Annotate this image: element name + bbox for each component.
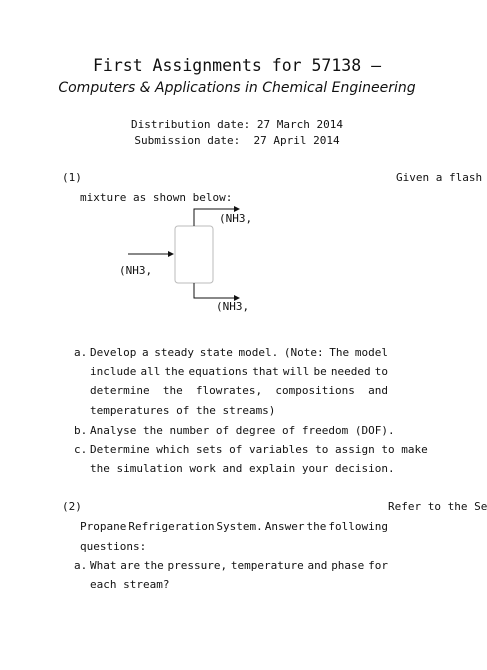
document-subtitle: Computers & Applications in Chemical Engineering: [58, 80, 416, 96]
q1b-marker: b.: [74, 424, 88, 437]
flash-drum-vessel: [175, 226, 213, 283]
q1c-line-2: the simulation work and explain your decision.: [90, 462, 395, 475]
vapor-stream-label: (NH3,: [219, 212, 253, 225]
q1-lead: Given a flash: [396, 171, 483, 184]
q2-lead: Refer to the Se: [388, 500, 487, 513]
q1a-line-1: Develop a steady state model. (Note: The model: [90, 346, 388, 359]
q1-number: (1): [62, 171, 82, 184]
q1c-marker: c.: [74, 443, 88, 456]
q1a-line-4: temperatures of the streams): [90, 404, 276, 417]
liquid-stream-arrow: [194, 283, 239, 298]
q2-intro-line-2: questions:: [80, 540, 147, 553]
q1c-line-1: Determine which sets of variables to assign to make: [90, 443, 428, 456]
q2a-line-2: each stream?: [90, 578, 170, 591]
document-title: First Assignments for 57138 –: [92, 56, 382, 75]
q1b-line-1: Analyse the number of degree of freedom (DOF).: [90, 424, 395, 437]
q1-intro: mixture as shown below:: [80, 191, 233, 204]
q2-number: (2): [62, 500, 82, 513]
distribution-date: Distribution date: 27 March 2014: [131, 118, 343, 131]
feed-stream-label: (NH3,: [119, 264, 153, 277]
q1a-line-2: include all the equations that will be needed to: [90, 365, 388, 378]
q1a-line-3: determine the flowrates, compositions and: [90, 384, 388, 397]
liquid-stream-label: (NH3,: [216, 300, 250, 313]
q2a-line-1: What are the pressure, temperature and phase for: [90, 559, 388, 572]
submission-date: Submission date: 27 April 2014: [134, 134, 340, 147]
q2a-marker: a.: [74, 559, 88, 572]
q2-intro-line-1: Propane Refrigeration System. Answer the following: [80, 520, 388, 533]
q1a-marker: a.: [74, 346, 88, 359]
